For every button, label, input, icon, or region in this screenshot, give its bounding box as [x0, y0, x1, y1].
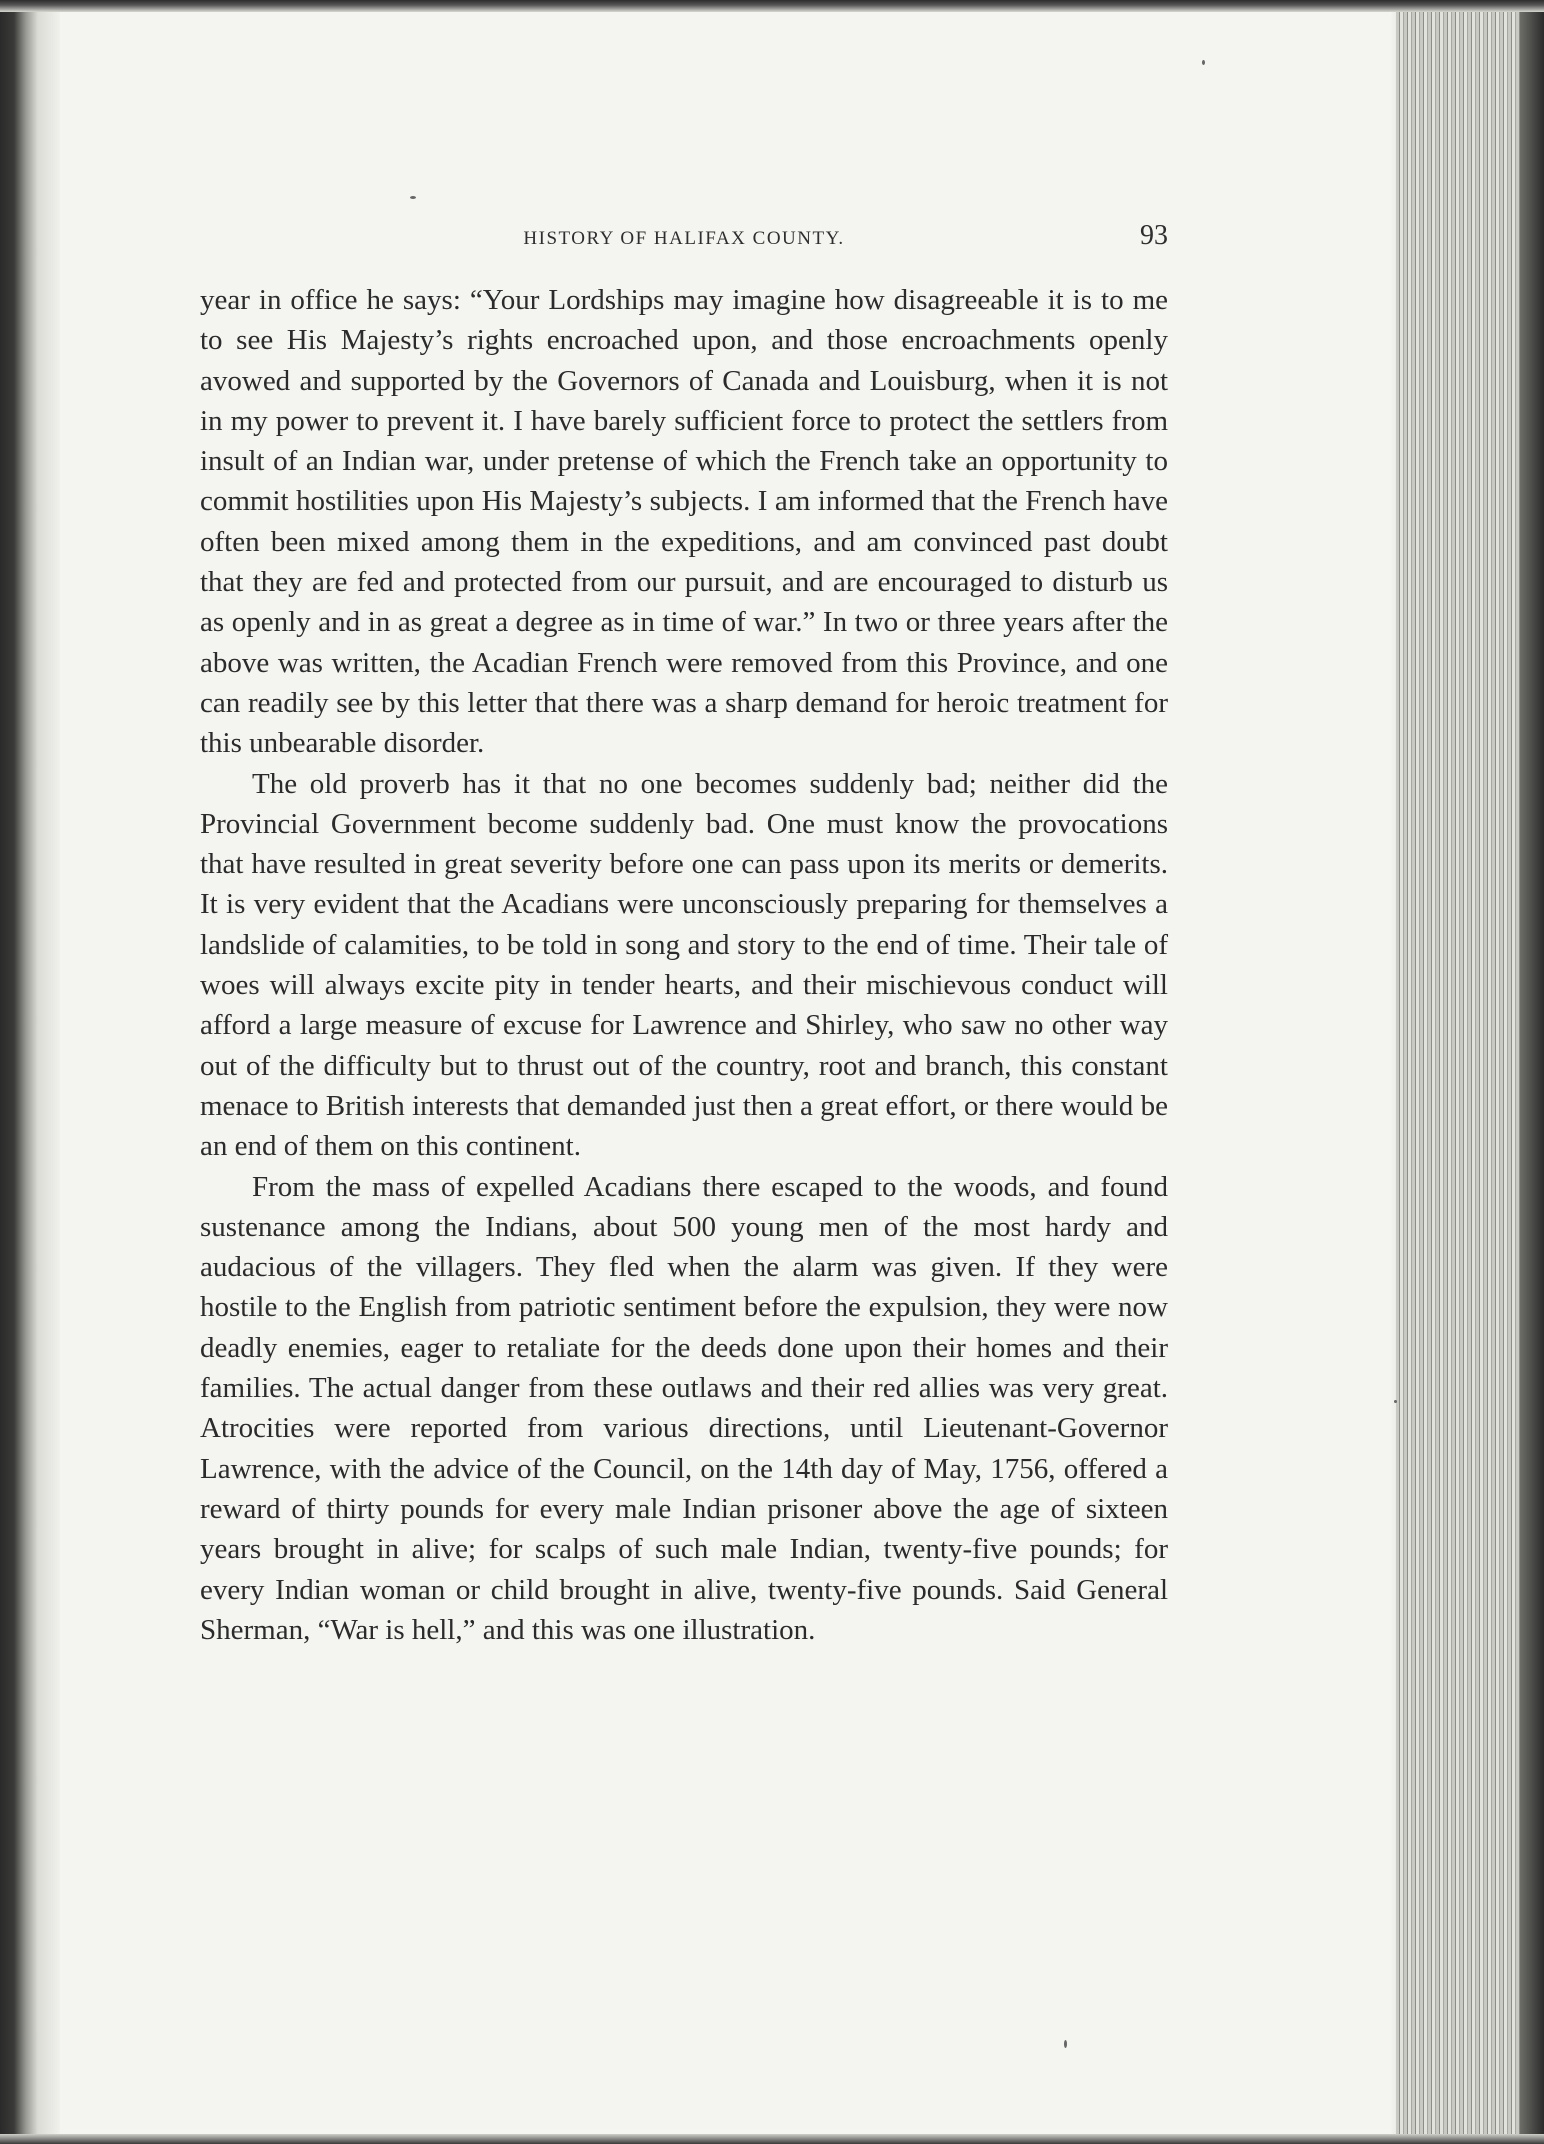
running-head-title: HISTORY OF HALIFAX COUNTY. [523, 228, 845, 249]
paragraph-3: From the mass of expelled Acadians there escaped to the woods, and found sustenance among the Indians, about 500 young men of the most hardy and audacious of the villagers. They fled when the alarm was given. If they were hostile to the English from patriotic sentiment before the expulsion, they were now deadly enemies, eager to retaliate for the deeds done upon their homes and their families. The actual danger from these outlaws and their red allies was very great. Atrocities were reported from various directions, until Lieutenant-Governor Lawrence, with the advice of the Council, on the 14th day of May, 1756, offered a reward of thirty pounds for every male Indian prisoner above the age of sixteen years brought in alive; for scalps of such male Indian, twenty-five pounds; for every Indian woman or child brought in alive, twenty-five pounds. Said General Sherman, “War is hell,” and this was one illustration. [200, 1170, 1168, 1646]
bottom-scan-edge [0, 2134, 1544, 2144]
left-binding-edge [0, 0, 60, 2144]
paragraph-1: year in office he says: “Your Lordships may imagine how disagreeable it is to me to see His Majesty’s rights encroached upon, and those encroachments openly avowed and supported by the Governors of Canada and Louisburg, when it is not in my power to prevent it. I have barely sufficient force to protect the settlers from insult of an Indian war, under pretense of which the French take an opportunity to commit hostilities upon His Majesty’s subjects. I am informed that the French have often been mixed among them in the expeditions, and am convinced past doubt that they are fed and protected from our pursuit, and are encouraged to disturb us as openly and in as great a degree as in time of war.” In two or three years after the above was written, the Acadian French were removed from this Province, and one can readily see by this letter that there was a sharp demand for heroic treatment for this unbearable disorder. [200, 284, 1168, 760]
scan-speck [1394, 1400, 1397, 1403]
top-scan-edge [0, 0, 1544, 12]
scan-speck [1064, 2040, 1067, 2048]
body-text [200, 280, 1168, 1650]
running-head [200, 218, 1168, 258]
paragraph-2: The old proverb has it that no one becomes suddenly bad; neither did the Provincial Government become suddenly bad. One must know the provocations that have resulted in great severity before one can pass upon its merits or demerits. It is very evident that the Acadians were unconsciously preparing for themselves a landslide of calamities, to be told in song and story to the end of time. Their tale of woes will always excite pity in tender hearts, and their mischievous conduct will afford a large measure of excuse for Lawrence and Shirley, who saw no other way out of the difficulty but to thrust out of the country, root and branch, this constant menace to British interests that demanded just then a great effort, or there would be an end of them on this continent. [200, 767, 1168, 1163]
page-number: 93 [1140, 220, 1168, 251]
scan-speck [1202, 60, 1205, 65]
scan-speck [410, 196, 416, 199]
book-cover-edge [1520, 0, 1544, 2144]
